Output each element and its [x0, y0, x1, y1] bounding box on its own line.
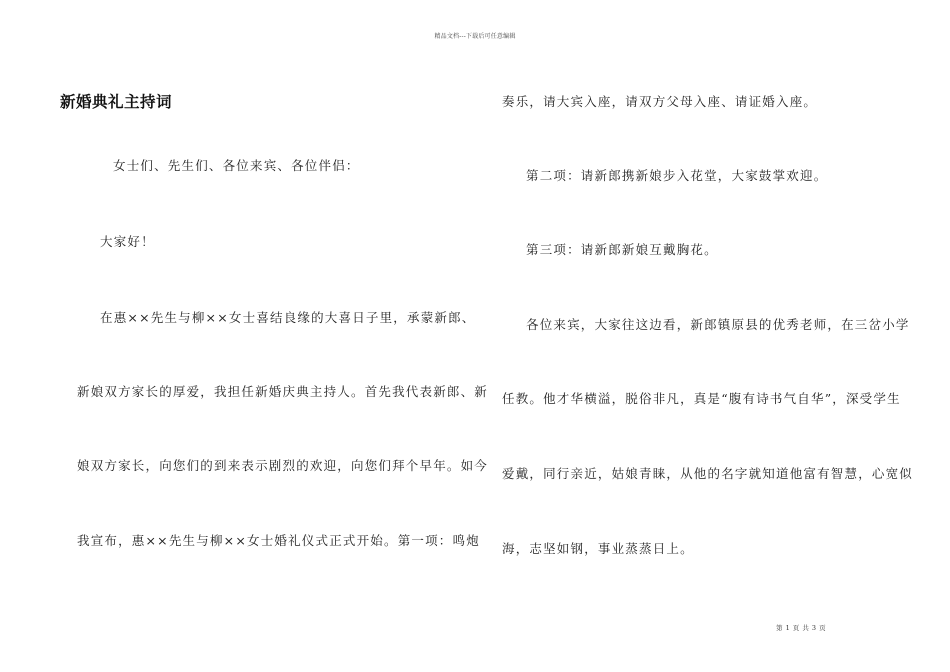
paragraph-line: 第三项：请新郎新娘互戴胸花。	[526, 242, 718, 257]
paragraph-line: 海，志坚如钢，事业蒸蒸日上。	[502, 541, 694, 556]
paragraph-line: 在惠××先生与柳××女士喜结良缘的大喜日子里，承蒙新郎、	[100, 310, 476, 325]
paragraph-line: 任教。他才华横溢，脱俗非凡，真是“腹有诗书气自华”，深受学生	[502, 391, 901, 406]
page-number: 第 1 页 共 3 页	[776, 624, 827, 632]
paragraph-line: 第二项：请新郎携新娘步入花堂，大家鼓掌欢迎。	[526, 168, 828, 183]
document-title: 新婚典礼主持词	[60, 93, 173, 111]
paragraph-line: 新娘双方家长的厚爱，我担任新婚庆典主持人。首先我代表新郎、新	[77, 384, 489, 399]
paragraph-line: 女士们、先生们、各位来宾、各位伴侣：	[113, 158, 360, 173]
paragraph-line: 爱戴，同行亲近，姑娘青睐，从他的名字就知道他富有智慧，心宽似	[502, 466, 914, 481]
paragraph-line: 各位来宾，大家往这边看，新郎镇原县的优秀老师，在三岔小学	[526, 317, 910, 332]
paragraph-line: 娘双方家长，向您们的到来表示剧烈的欢迎，向您们拜个早年。如今	[77, 458, 489, 473]
paragraph-line: 大家好！	[100, 234, 155, 249]
paragraph-line: 我宣布，惠××先生与柳××女士婚礼仪式正式开始。第一项：鸣炮	[77, 533, 480, 548]
paragraph-line: 奏乐，请大宾入座，请双方父母入座、请证婚入座。	[502, 94, 818, 109]
header-note: 精品文档---下载后可任意编辑	[434, 33, 516, 40]
